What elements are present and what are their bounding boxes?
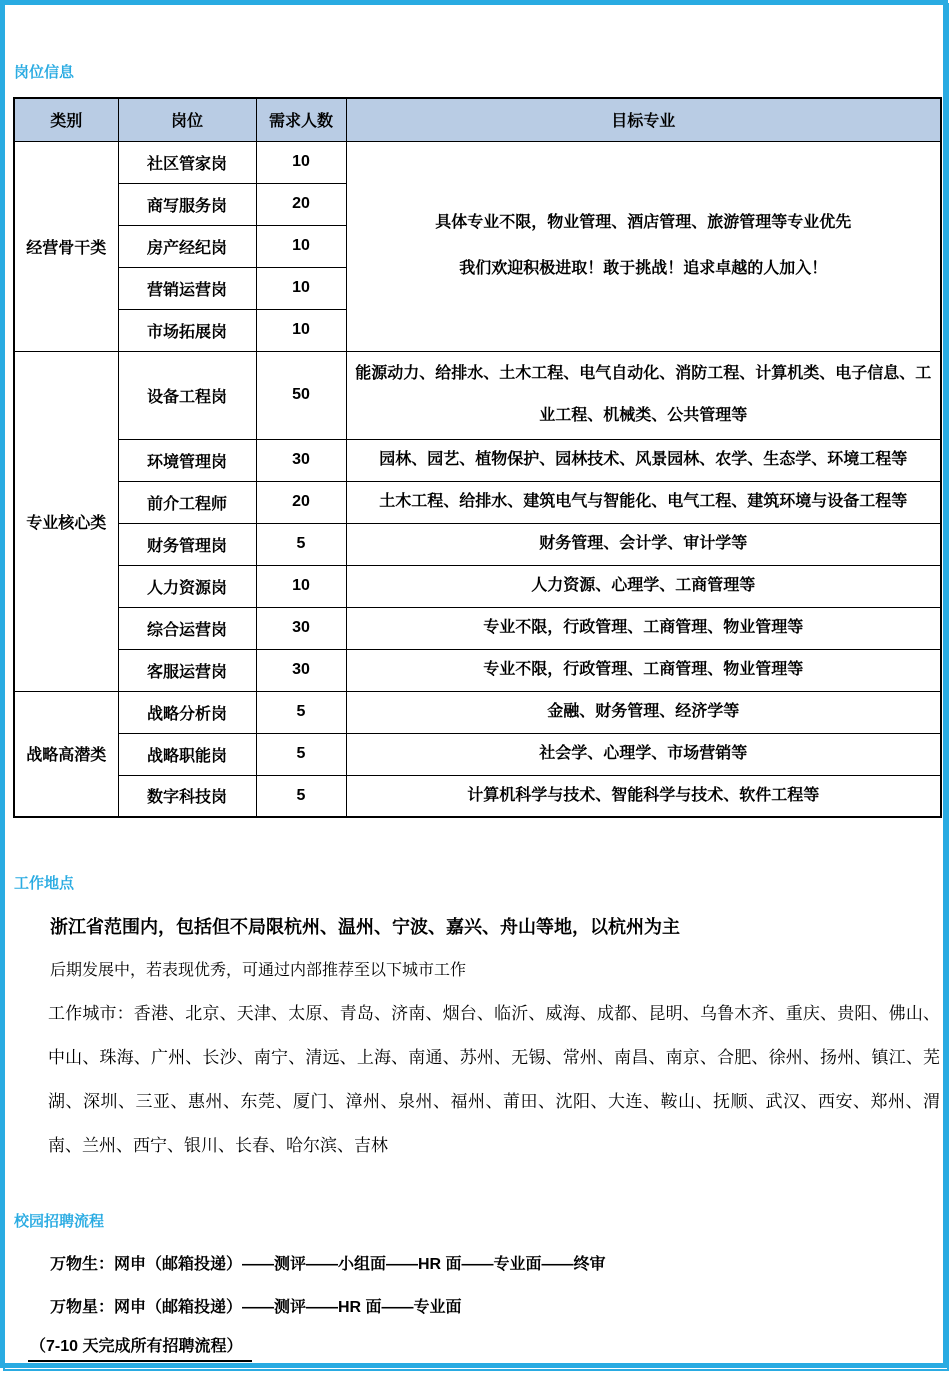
major-cell: 人力资源、心理学、工商管理等 xyxy=(346,565,941,607)
major-cell: 园林、园艺、植物保护、园林技术、风景园林、农学、生态学、环境工程等 xyxy=(346,439,941,481)
headcount-cell: 10 xyxy=(256,225,346,267)
table-row xyxy=(14,141,941,183)
position-cell: 前介工程师 xyxy=(118,481,256,523)
category-cell: 战略高潜类 xyxy=(14,691,118,817)
major-line: 我们欢迎积极进取！敢于挑战！追求卓越的人加入！ xyxy=(459,260,828,277)
table-row xyxy=(14,649,941,691)
major-cell: 计算机科学与技术、智能科学与技术、软件工程等 xyxy=(346,775,941,817)
headcount-cell: 10 xyxy=(256,565,346,607)
major-cell: 专业不限，行政管理、工商管理、物业管理等 xyxy=(346,649,941,691)
headcount-cell: 5 xyxy=(256,733,346,775)
table-row xyxy=(14,691,941,733)
headcount-cell: 30 xyxy=(256,439,346,481)
table-row xyxy=(14,523,941,565)
position-cell: 设备工程岗 xyxy=(118,351,256,439)
headcount-cell: 20 xyxy=(256,481,346,523)
major-cell: 社会学、心理学、市场营销等 xyxy=(346,733,941,775)
category-cell: 经营骨干类 xyxy=(14,141,118,351)
position-cell: 社区管家岗 xyxy=(118,141,256,183)
headcount-cell: 20 xyxy=(256,183,346,225)
recruit-flow-wanwuxing: 万物星：网申（邮箱投递）——测评——HR 面——专业面 xyxy=(50,1299,462,1316)
major-cell: 金融、财务管理、经济学等 xyxy=(346,691,941,733)
position-cell: 市场拓展岗 xyxy=(118,309,256,351)
position-cell: 商写服务岗 xyxy=(118,183,256,225)
headcount-cell: 5 xyxy=(256,691,346,733)
table-row xyxy=(14,351,941,439)
headcount-cell: 10 xyxy=(256,309,346,351)
category-cell: 专业核心类 xyxy=(14,351,118,691)
headcount-cell: 30 xyxy=(256,607,346,649)
headcount-cell: 10 xyxy=(256,141,346,183)
table-row xyxy=(14,565,941,607)
table-header-row xyxy=(14,98,941,141)
section-heading-recruit-process: 校园招聘流程 xyxy=(14,1213,105,1230)
headcount-cell: 10 xyxy=(256,267,346,309)
section-heading-job-info: 岗位信息 xyxy=(14,64,75,81)
position-cell: 数字科技岗 xyxy=(118,775,256,817)
work-location-cities: 工作城市：香港、北京、天津、太原、青岛、济南、烟台、临沂、威海、成都、昆明、乌鲁木齐、重庆、贵阳、佛山、中山、珠海、广州、长沙、南宁、清远、上海、南通、苏州、无锡、常州、南昌、南京、合肥、徐州、扬州、镇江、芜湖、深圳、三亚、惠州、东莞、厦门、漳州、泉州、福州、莆田、沈阳、大连、鞍山、抚顺、武汉、西安、郑州、渭南、兰州、西宁、银川、长春、哈尔滨、吉林 xyxy=(48,1004,940,1155)
job-positions-table xyxy=(13,97,942,818)
headcount-cell: 30 xyxy=(256,649,346,691)
position-cell: 营销运营岗 xyxy=(118,267,256,309)
headcount-cell: 5 xyxy=(256,523,346,565)
section-heading-work-location: 工作地点 xyxy=(14,875,75,892)
table-header-cell-3: 目标专业 xyxy=(346,98,941,141)
major-line: 具体专业不限，物业管理、酒店管理、旅游管理等专业优先 xyxy=(435,214,852,231)
table-row xyxy=(14,733,941,775)
recruit-flow-wanwusheng: 万物生：网申（邮箱投递）——测评——小组面——HR 面——专业面——终审 xyxy=(50,1256,606,1273)
position-cell: 战略分析岗 xyxy=(118,691,256,733)
position-cell: 战略职能岗 xyxy=(118,733,256,775)
position-cell: 人力资源岗 xyxy=(118,565,256,607)
major-cell: 财务管理、会计学、审计学等 xyxy=(346,523,941,565)
major-cell: 土木工程、给排水、建筑电气与智能化、电气工程、建筑环境与设备工程等 xyxy=(346,481,941,523)
position-cell: 房产经纪岗 xyxy=(118,225,256,267)
headcount-cell: 5 xyxy=(256,775,346,817)
position-cell: 客服运营岗 xyxy=(118,649,256,691)
work-location-note: 后期发展中，若表现优秀，可通过内部推荐至以下城市工作 xyxy=(50,962,467,979)
major-cell: 能源动力、给排水、土木工程、电气自动化、消防工程、计算机类、电子信息、工业工程、机械类、公共管理等 xyxy=(346,351,941,439)
work-location-primary: 浙江省范围内，包括但不局限杭州、温州、宁波、嘉兴、舟山等地，以杭州为主 xyxy=(50,917,680,937)
table-row xyxy=(14,439,941,481)
major-cell-merged xyxy=(346,141,941,351)
headcount-cell: 50 xyxy=(256,351,346,439)
recruit-duration-note: （7-10 天完成所有招聘流程） xyxy=(28,1336,252,1362)
table-header-cell-0: 类别 xyxy=(14,98,118,141)
position-cell: 财务管理岗 xyxy=(118,523,256,565)
table-row xyxy=(14,481,941,523)
table-row xyxy=(14,775,941,817)
major-cell: 专业不限，行政管理、工商管理、物业管理等 xyxy=(346,607,941,649)
table-header-cell-2: 需求人数 xyxy=(256,98,346,141)
table-header-cell-1: 岗位 xyxy=(118,98,256,141)
position-cell: 综合运营岗 xyxy=(118,607,256,649)
table-row xyxy=(14,607,941,649)
position-cell: 环境管理岗 xyxy=(118,439,256,481)
